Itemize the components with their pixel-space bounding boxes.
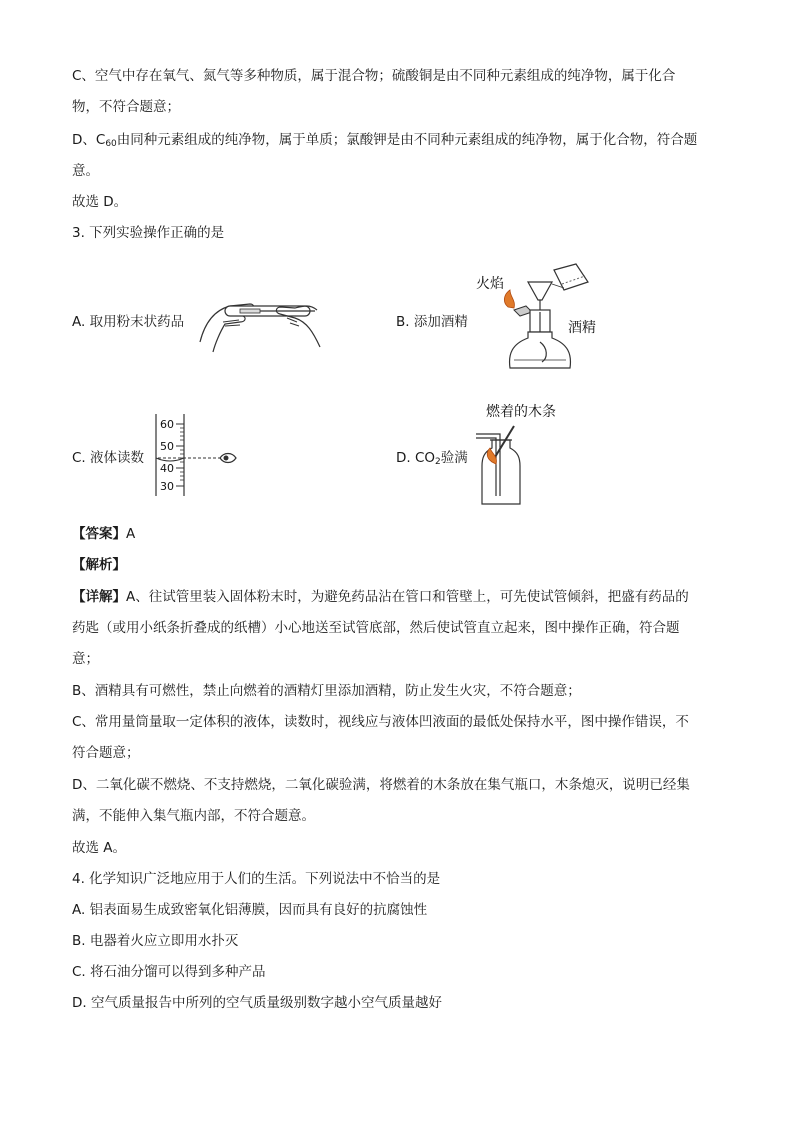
- question-4-option-b: B. 电器着火应立即用水扑灭: [72, 933, 239, 949]
- alcohol-label: 酒精: [568, 320, 596, 336]
- detail-line-9: 故选 A。: [72, 840, 127, 856]
- tick-label-30: 30: [160, 480, 174, 493]
- flame-label: 火焰: [476, 276, 504, 292]
- question-3-stem: 3. 下列实验操作正确的是: [72, 225, 225, 241]
- detail-line-7: D、二氧化碳不燃烧、不支持燃烧，二氧化碳验满，将燃着的木条放在集气瓶口，木条熄灭，说明已经集: [72, 777, 690, 793]
- figure-adding-alcohol: [470, 262, 600, 380]
- explanation-d-line1-text: 由同种元素组成的纯净物，属于单质；氯酸钾是由不同种元素组成的纯净物，属于化合物，符合题: [116, 132, 698, 148]
- detail-line-6: 符合题意；: [72, 745, 140, 761]
- detail-line-4: B、酒精具有可燃性，禁止向燃着的酒精灯里添加酒精，防止发生火灾，不符合题意；: [72, 683, 581, 699]
- question-4-option-d: D. 空气质量报告中所列的空气质量级别数字越小空气质量越好: [72, 995, 442, 1011]
- answer-line: [72, 524, 135, 544]
- detail-line-8: 满，不能伸入集气瓶内部，不符合题意。: [72, 808, 315, 824]
- analysis-label: 【解析】: [72, 557, 126, 573]
- option-d-label: [396, 448, 468, 472]
- explanation-c-line1: C、空气中存在氧气、氮气等多种物质，属于混合物；硫酸铜是由不同种元素组成的纯净物，属于化合: [72, 68, 676, 84]
- question-4-option-c: C. 将石油分馏可以得到多种产品: [72, 964, 266, 980]
- detail-line-1: [72, 587, 689, 607]
- detail-line-5: C、常用量筒量取一定体积的液体，读数时，视线应与液体凹液面的最低处保持水平，图中操作错误，不: [72, 714, 689, 730]
- c60-subscript: 60: [105, 139, 117, 149]
- detail-line-3: 意；: [72, 651, 99, 667]
- co2-subscript: 2: [435, 457, 441, 467]
- detail-label: 【详解】: [72, 589, 126, 605]
- tick-label-50: 50: [160, 440, 174, 453]
- figure-cylinder-reading: [152, 412, 242, 498]
- answer-value: A: [126, 526, 136, 542]
- option-a-label: A. 取用粉末状药品: [72, 314, 185, 330]
- question-4-stem: 4. 化学知识广泛地应用于人们的生活。下列说法中不恰当的是: [72, 871, 441, 887]
- detail-line-1-text: A、往试管里装入固体粉末时，为避免药品沾在管口和管壁上，可先使试管倾斜，把盛有药品的: [126, 589, 689, 605]
- previous-choice: 故选 D。: [72, 194, 128, 210]
- option-c-label: C. 液体读数: [72, 450, 145, 466]
- answer-label: 【答案】: [72, 526, 126, 542]
- option-d-suffix: 验满: [440, 450, 468, 466]
- explanation-d-line1: D、$C_{60}$由同种元素组成的纯净物，属于单质；氯酸钾是由不同种元素组成的纯净物，属于化合物，符合题: [72, 132, 698, 149]
- detail-line-2: 药匙（或用小纸条折叠成的纸槽）小心地送至试管底部，然后使试管直立起来，图中操作正确，符合题: [72, 620, 680, 636]
- burning-stick-label: 燃着的木条: [486, 404, 556, 420]
- option-b-label: B. 添加酒精: [396, 314, 468, 330]
- figure-co2-full-test: [474, 400, 584, 510]
- question-4-option-a: A. 铝表面易生成致密氧化铝薄膜，因而具有良好的抗腐蚀性: [72, 902, 428, 918]
- tick-label-40: 40: [160, 462, 174, 475]
- explanation-c-line2: 物，不符合题意；: [72, 99, 180, 115]
- explanation-d-line2: 意。: [72, 163, 99, 179]
- tick-label-60: 60: [160, 418, 174, 431]
- figure-powder-test-tube: [195, 292, 325, 354]
- option-d-prefix: D. CO: [396, 450, 436, 466]
